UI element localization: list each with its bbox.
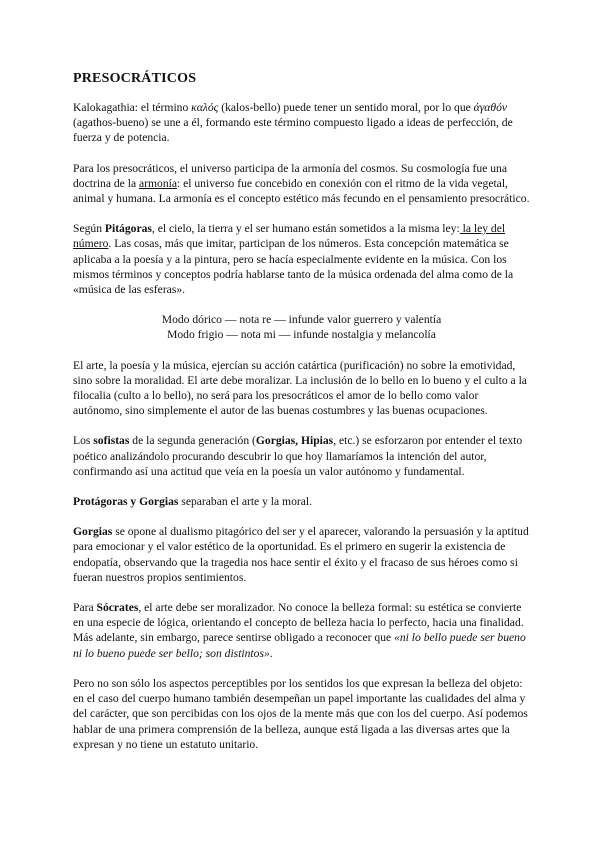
mode-doric: Modo dórico — nota re — infunde valor guerrero y valentía [161,313,442,327]
paragraph-pitagoras [73,221,530,297]
paragraph-arte-moral: El arte, la poesía y la música, ejercían su acción catártica (purificación) no sobre la emotividad, sino sobre la moralidad. El arte debe moralizar. La inclusión de lo bello en lo bueno y el culto a la filocalia (culto a lo bello), no será para los presocráticos el amor de lo bello como valor autónomo, sino simplemente el autor de las buenas costumbres y las buenas ocupaciones. [73,358,527,418]
paragraph-gorgias [73,524,530,585]
bold-name: sofistas [93,434,130,448]
paragraph-socrates [73,600,530,661]
paragraph-armonia [73,161,530,207]
text: , el arte debe ser moralizador. No conoce la belleza formal: su estética se convierte en una especie de lógica, orientando el concepto de belleza hacia lo perfecto, hacia una finalidad. Más adelante, sin embargo, parece sentirse obligado a reconocer que [73,601,524,645]
text: separaban el arte y la moral. [178,495,312,509]
greek-word: καλός [191,101,219,114]
bold-name: Sócrates [96,601,139,615]
italic-quote: «ni lo bello puede ser bueno ni lo bueno puede ser bello; son distintos» [73,631,526,660]
bold-name: Gorgias [73,525,113,539]
paragraph-sofistas [73,433,530,479]
paragraph-belleza: Pero no son sólo los aspectos perceptibles por los sentidos los que expresan la belleza del objeto: en el caso del cuerpo humano también desempeñan un papel importante las cualidades del alma y del carácter, que son percibidas con los ojos de la mente más que con los del cuerpo. Así podemos hablar de una primera comprensión de la belleza, aunque está ligada a las diversas artes que la expresan y no tiene un estatuto unitario. [73,676,528,751]
mode-phrygian: Modo frigio — nota mi — infunde nostalgia y melancolía [167,328,436,342]
text: . [269,646,273,660]
underlined-term: armonía [139,176,177,190]
text: Para [73,601,97,615]
text: (kalos-bello) puede tener un sentido moral, por lo que [218,101,474,114]
text: Kalokagathia: el término [73,101,192,114]
text: Para los presocráticos, el universo participa de la armonía del cosmos. Su cosmología fue una doctrina de la [73,161,507,190]
text: . Las cosas, más que imitar, participan de los números. Esta concepción matemática se aplicaba a la poesía y a la pintura, pero se hacía especialmente evidente en la música. Con los mismos términos y conceptos podría hablarse tanto de la música ordenada del alma como de la «música de las esferas». [73,237,514,297]
text: : el universo fue concebido en conexión con el ritmo de la vida vegetal, animal y humana. La armonía es el concepto estético más fecundo en el pensamiento presocrático. [73,176,530,206]
text: (agathos-bueno) se une a él, formando este término compuesto ligado a ideas de perfección, de fuerza y de potencia. [73,116,513,145]
text: Los [73,434,94,448]
page-title: PRESOCRÁTICOS [73,71,197,86]
text: se opone al dualismo pitagórico del ser y el aparecer, valorando la persuasión y la aptitud para emocionar y el valor estético de la oportunidad. Es el primero en sugerir la existencia de endopatía, observando que la tragedia nos hace sentir el éxito y el fracaso de sus héroes como si fueran nuestros propios sentimientos. [73,525,529,584]
text: , etc.) se esforzaron por entender el texto poético analizándolo procurando descubrir lo que hoy llamaríamos la intención del autor, confirmando así una actitud que veía en la poesía un valor autónomo y fundamental. [73,434,523,478]
underlined-term: la ley del número [73,222,506,251]
bold-name: Gorgias, Hipias [255,434,334,448]
bold-name: Protágoras y Gorgias [73,495,179,509]
greek-word: άγαθόν [473,101,508,114]
text: Según [73,222,105,236]
text: de la segunda generación ( [129,434,256,448]
paragraph-protagoras [73,494,530,509]
bold-name: Pitágoras [104,222,152,236]
text: , el cielo, la tierra y el ser humano están sometidos a la misma ley: [151,222,460,236]
paragraph-kalokagathia [73,100,530,146]
musical-modes [73,312,530,342]
